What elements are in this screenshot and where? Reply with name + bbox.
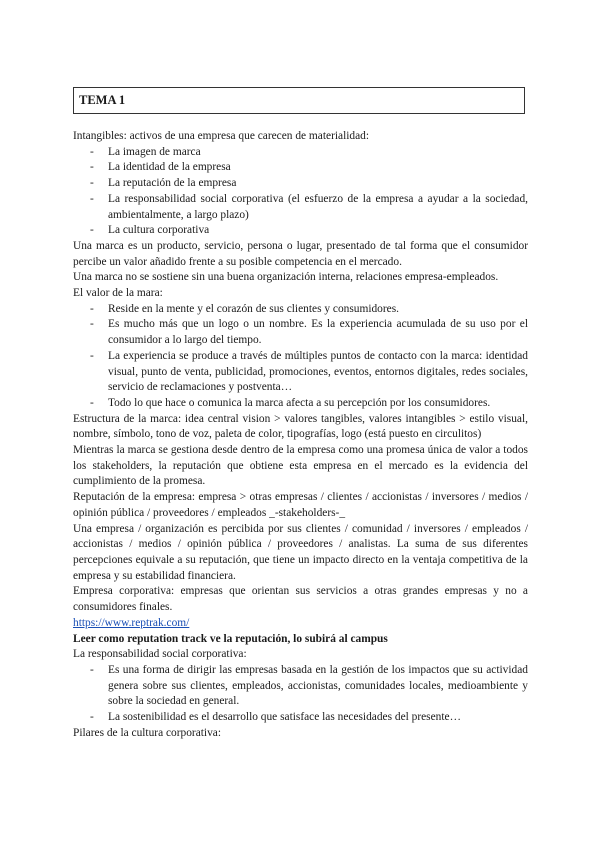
- list-item: - La sostenibilidad es el desarrollo que satisface las necesidades del presente…: [73, 710, 528, 726]
- mientras-paragraph: Mientras la marca se gestiona desde dentro de la empresa como una promesa única de valor a todos los stakeholders, la reputación que obtiene esta empresa en el mercado es la evidencia del cumplimiento de la promesa.: [73, 444, 528, 488]
- list-item: - La experiencia se produce a través de múltiples puntos de contacto con la marca: identidad visual, punto de venta, publicidad, promociones, eventos, entornos digitales, redes sociales, servicio de reclamaciones y postventa…: [73, 349, 528, 396]
- list-item: - Reside en la mente y el corazón de sus clientes y consumidores.: [73, 302, 528, 318]
- list-item: - Es mucho más que un logo o un nombre. Es la experiencia acumulada de su uso por el consumidor a lo largo del tiempo.: [73, 317, 528, 348]
- reputacion-paragraph: Reputación de la empresa: empresa > otras empresas / clientes / accionistas / inversores / medios / opinión pública / proveedores / empleados _-stakeholders-_: [73, 491, 528, 519]
- intangibles-list: [73, 145, 528, 239]
- marca-definition: Una marca es un producto, servicio, persona o lugar, presentado de tal forma que el consumidor percibe un valor añadido frente a su posible competencia en el mercado.: [73, 239, 528, 268]
- list-item: - Es una forma de dirigir las empresas basada en la gestión de los impactos que su actividad genera sobre sus clientes, empleados, accionistas, comunidades locales, medioambiente y sobre la sociedad en general.: [73, 663, 528, 710]
- list-item: - Todo lo que hace o comunica la marca afecta a su percepción por los consumidores.: [73, 396, 528, 412]
- reptrak-link[interactable]: https://www.reptrak.com/: [73, 616, 190, 629]
- list-item: - La imagen de marca: [73, 145, 528, 161]
- list-item: - La responsabilidad social corporativa (el esfuerzo de la empresa a ayudar a la sociedad, ambientalmente, a largo plazo): [73, 192, 528, 223]
- empresa-corporativa-paragraph: Empresa corporativa: empresas que orientan sus servicios a otras grandes empresas y no a consumidores finales.: [73, 585, 528, 614]
- intangibles-intro: Intangibles: activos de una empresa que carecen de materialidad:: [73, 130, 370, 142]
- pilares-heading: Pilares de la cultura corporativa:: [73, 726, 222, 739]
- valor-list: [73, 302, 528, 412]
- rsc-intro: La responsabilidad social corporativa:: [73, 648, 247, 661]
- rsc-list: [73, 663, 528, 726]
- list-item: - La identidad de la empresa: [73, 160, 528, 176]
- estructura-paragraph: Estructura de la marca: idea central vision > valores tangibles, valores intangibles > estilo visual, nombre, símbolo, tono de voz, paleta de color, tipografías, logo (está puesto en circulitos): [73, 412, 528, 441]
- valor-intro: El valor de la mara:: [73, 287, 163, 300]
- bold-note: Leer como reputation track ve la reputación, lo subirá al campus: [73, 632, 388, 645]
- section-title: TEMA 1: [73, 87, 525, 114]
- marca-organization: Una marca no se sostiene sin una buena organización interna, relaciones empresa-empleados.: [73, 271, 499, 284]
- list-item: - La reputación de la empresa: [73, 176, 528, 192]
- una-empresa-paragraph: Una empresa / organización es percibida por sus clientes / comunidad / inversores / empleados / accionistas / medios / opinión pública / proveedores / analistas. La suma de sus diferentes percepciones equivale a su reputación, que tiene un impacto directo en la ventaja competitiva de la empresa y su estabilidad financiera.: [73, 522, 528, 582]
- list-item: - La cultura corporativa: [73, 223, 528, 239]
- document-body: [73, 129, 528, 741]
